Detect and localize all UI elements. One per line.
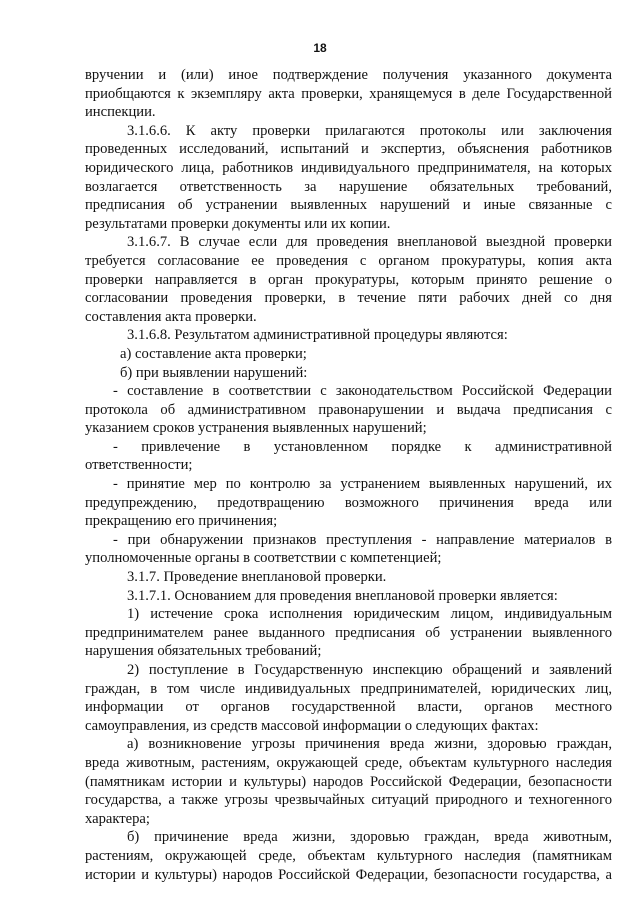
text-line: нарушения обязательных требований; bbox=[85, 643, 322, 660]
text-line: вреда животным, растениям, окружающей среде, объектам культурного наследия bbox=[85, 754, 612, 771]
page-number: 18 bbox=[313, 41, 327, 55]
text-line: а) возникновение угрозы причинения вреда жизни, здоровью граждан, bbox=[127, 736, 612, 753]
text-line: а) составление акта проверки; bbox=[120, 345, 307, 362]
text-line: согласовании проведения проверки, в течение пяти рабочих дней со дня bbox=[85, 290, 612, 307]
text-line: 3.1.7. Проведение внеплановой проверки. bbox=[127, 569, 387, 586]
text-line: проверки направляется в орган прокуратуры, которым принято решение о bbox=[85, 271, 612, 288]
text-line: б) причинение вреда жизни, здоровью граждан, вреда животным, bbox=[127, 829, 612, 846]
text-line: протокола об административном правонарушении и выдача предписания с bbox=[85, 401, 612, 418]
text-line: возлагается ответственность за нарушение обязательных требований, bbox=[85, 178, 612, 195]
text-line: 3.1.6.8. Результатом административной процедуры являются: bbox=[127, 327, 508, 344]
text-line: указанием сроков устранения выявленных нарушений; bbox=[85, 420, 427, 437]
text-line: - принятие мер по контролю за устранением выявленных нарушений, их bbox=[113, 476, 612, 493]
text-line: предпринимателем ранее выданного предписания об устранении выявленного bbox=[85, 624, 612, 641]
text-line: истории и культуры) народов Российской Федерации, безопасности государства, а bbox=[85, 866, 612, 883]
document-body bbox=[85, 66, 612, 884]
text-line: юридического лица, работников индивидуального предпринимателя, на которых bbox=[85, 159, 612, 176]
text-line: 2) поступление в Государственную инспекцию обращений и заявлений bbox=[127, 662, 612, 678]
text-line: 3.1.6.6. К акту проверки прилагаются протоколы или заключения bbox=[127, 122, 612, 139]
text-line: инспекции. bbox=[85, 104, 156, 121]
text-line: растениям, окружающей среде, объектам культурного наследия (памятникам bbox=[85, 847, 612, 864]
text-line: уполномоченные органы в соответствии с компетенцией; bbox=[85, 550, 442, 567]
text-line: прекращению его причинения; bbox=[85, 513, 278, 530]
text-line: предупреждению, предотвращению возможного причинения вреда или bbox=[85, 494, 612, 511]
text-line: (памятникам истории и культуры) народов Российской Федерации, безопасности bbox=[85, 773, 612, 790]
text-line: 3.1.6.7. В случае если для проведения внеплановой выездной проверки bbox=[127, 234, 612, 251]
text-line: требуется согласование ее проведения с органом прокуратуры, копия акта bbox=[85, 252, 612, 269]
text-line: б) при выявлении нарушений: bbox=[120, 364, 308, 381]
text-line: самоуправления, из средств массовой информации о следующих фактах: bbox=[85, 717, 539, 734]
text-line: ответственности; bbox=[85, 457, 193, 474]
text-line: характера; bbox=[85, 810, 150, 827]
text-line: - привлечение в установленном порядке к административной bbox=[113, 438, 612, 455]
text-line: 1) истечение срока исполнения юридическим лицом, индивидуальным bbox=[127, 606, 612, 623]
text-line: проведенных исследований, испытаний и экспертиз, объяснения работников bbox=[85, 141, 612, 158]
text-line: результатами проверки документы или их копии. bbox=[85, 215, 391, 232]
text-line: вручении и (или) иное подтверждение получения указанного документа bbox=[85, 67, 612, 83]
text-line: составления акта проверки. bbox=[85, 308, 257, 325]
text-line: государства, а также угрозы чрезвычайных ситуаций природного и техногенного bbox=[85, 792, 612, 809]
text-line: 3.1.7.1. Основанием для проведения внеплановой проверки является: bbox=[127, 587, 558, 604]
text-line: приобщаются к экземпляру акта проверки, хранящемуся в деле Государственной bbox=[85, 85, 612, 102]
text-line: - при обнаружении признаков преступления - направление материалов в bbox=[113, 531, 612, 548]
text-line: - составление в соответствии с законодательством Российской Федерации bbox=[113, 383, 612, 400]
text-line: граждан, в том числе индивидуальных предпринимателей, юридических лиц, bbox=[85, 680, 612, 697]
text-line: предписания об устранении выявленных нарушений и иные связанные с bbox=[85, 197, 612, 214]
text-line: информации от органов государственной власти, органов местного bbox=[85, 699, 612, 716]
